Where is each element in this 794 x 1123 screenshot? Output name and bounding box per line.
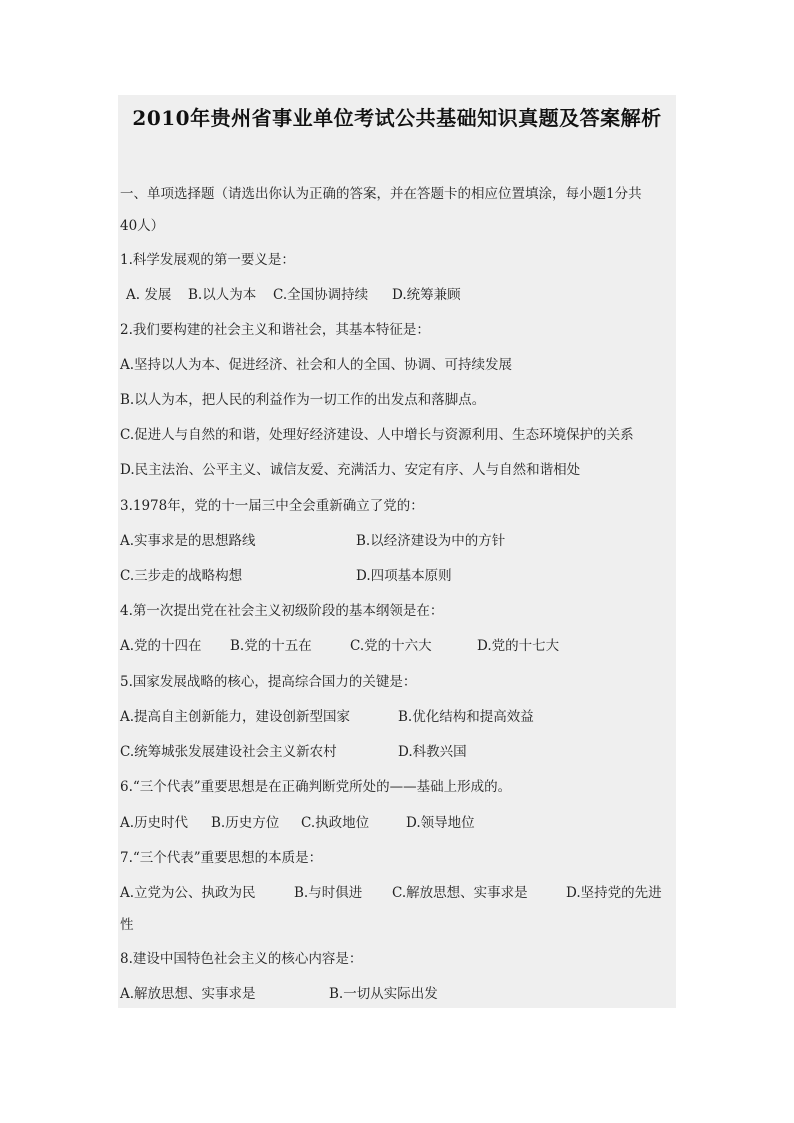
question-6-option-d: D.领导地位	[406, 815, 475, 831]
question-4-stem: 4.第一次提出党在社会主义初级阶段的基本纲领是在：	[120, 603, 444, 619]
question-2-option-b: B.以人为本，把人民的利益作为一切工作的出发点和落脚点。	[120, 392, 486, 408]
question-2-option-d: D.民主法治、公平主义、诚信友爱、充满活力、安定有序、人与自然和谐相处	[120, 462, 581, 478]
question-3-stem: 3.1978年，党的十一届三中全会重新确立了党的：	[120, 498, 424, 514]
question-7-option-b: B.与时俱进	[294, 885, 363, 901]
question-8-option-b: B.一切从实际出发	[329, 986, 438, 1002]
question-1-option-b: B.以人为本	[188, 287, 257, 303]
question-4-option-d: D.党的十七大	[477, 638, 560, 654]
question-7-stem: 7.“三个代表”重要思想的本质是：	[120, 850, 323, 866]
question-6-stem: 6.“三个代表”重要思想是在正确判断党所处的——基础上形成的。	[120, 779, 512, 795]
question-5-options-row-2	[120, 742, 680, 762]
question-2-option-a: A.坚持以人为本、促进经济、社会和人的全国、协调、可持续发展	[120, 357, 513, 373]
question-1-stem: 1.科学发展观的第一要义是：	[120, 252, 295, 268]
question-4-option-a: A.党的十四在	[120, 638, 202, 654]
question-4-option-c: C.党的十六大	[350, 638, 432, 654]
question-2-stem: 2.我们要构建的社会主义和谐社会，其基本特征是：	[120, 322, 430, 338]
question-6-option-c: C.执政地位	[301, 815, 370, 831]
question-6-options	[120, 813, 680, 833]
question-6-option-a: A.历史时代	[120, 815, 189, 831]
question-7-option-a: A.立党为公、执政为民	[120, 885, 256, 901]
question-1-option-a: A. 发展	[126, 287, 172, 303]
question-4-options	[120, 636, 680, 656]
question-5-option-a: A.提高自主创新能力，建设创新型国家	[120, 709, 351, 725]
question-7-option-d-continued: 性	[120, 917, 134, 933]
question-1-options	[120, 285, 680, 305]
question-3-option-c: C.三步走的战略构想	[120, 568, 243, 584]
question-4-option-b: B.党的十五在	[230, 638, 312, 654]
question-7-options	[120, 883, 680, 903]
question-3-option-d: D.四项基本原则	[356, 568, 452, 584]
document-title: 2010年贵州省事业单位考试公共基础知识真题及答案解析	[132, 106, 662, 130]
section-heading-continued: 40人）	[120, 218, 165, 234]
question-3-options-row-1	[120, 531, 680, 551]
question-5-option-b: B.优化结构和提高效益	[398, 709, 534, 725]
question-5-stem: 5.国家发展战略的核心，提高综合国力的关键是：	[120, 674, 417, 690]
question-8-option-a: A.解放思想、实事求是	[120, 986, 256, 1002]
question-5-option-c: C.统筹城张发展建设社会主义新农村	[120, 744, 337, 760]
question-1-option-c: C.全国协调持续	[273, 287, 369, 303]
document-page-panel	[118, 95, 676, 1008]
question-5-options-row-1	[120, 707, 680, 727]
question-1-option-d: D.统筹兼顾	[392, 287, 461, 303]
section-heading: 一、单项选择题（请选出你认为正确的答案，并在答题卡的相应位置填涂，每小题1分共	[120, 186, 642, 202]
question-3-options-row-2	[120, 566, 680, 586]
question-3-option-a: A.实事求是的思想路线	[120, 533, 256, 549]
question-8-stem: 8.建设中国特色社会主义的核心内容是：	[120, 951, 363, 967]
question-6-option-b: B.历史方位	[211, 815, 280, 831]
question-8-options	[120, 984, 680, 1004]
question-7-option-c: C.解放思想、实事求是	[392, 885, 528, 901]
question-3-option-b: B.以经济建设为中的方针	[356, 533, 506, 549]
question-5-option-d: D.科教兴国	[398, 744, 467, 760]
question-2-option-c: C.促进人与自然的和谐，处理好经济建设、人中增长与资源利用、生态环境保护的关系	[120, 427, 634, 443]
question-7-option-d: D.坚持党的先进	[566, 885, 662, 901]
